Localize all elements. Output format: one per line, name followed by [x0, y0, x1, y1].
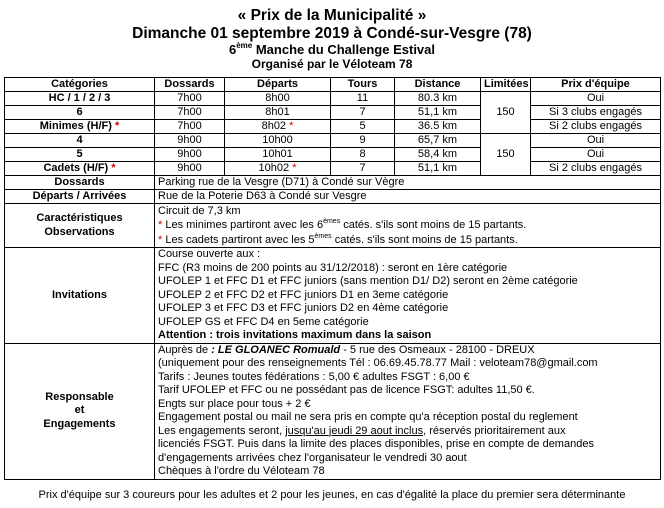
header-limitees: Limitées	[481, 78, 531, 92]
dossard-time: 9h00	[155, 162, 225, 176]
challenge-line: 6ème Manche du Challenge Estival	[228, 41, 436, 57]
table-row	[5, 248, 661, 344]
distance-value: 65,7 km	[395, 134, 481, 148]
dossards-label: Dossards	[5, 176, 155, 190]
table-row	[5, 176, 661, 190]
circuit-text: Circuit de 7,3 km	[158, 205, 241, 217]
tours-count: 7	[331, 106, 395, 120]
race-date: Dimanche 01 septembre 2019 à Condé-sur-Vesgre (78)	[132, 25, 532, 42]
prix-equipe-value: Si 2 clubs engagés	[531, 120, 661, 134]
limit-value: 150	[481, 92, 531, 134]
contact-line: Auprès de : LE GLOANEC Romuald - 5 rue des Osmeaux - 28100 - DREUX	[158, 343, 535, 356]
tours-count: 7	[331, 162, 395, 176]
dossard-time: 9h00	[155, 148, 225, 162]
table-row	[5, 190, 661, 204]
table-row	[5, 92, 661, 106]
table-header-row	[5, 78, 661, 92]
depart-time: 8h02 *	[225, 120, 331, 134]
dossard-time: 9h00	[155, 134, 225, 148]
tours-count: 11	[331, 92, 395, 106]
header-categories: Catégories	[5, 78, 155, 92]
header-prix-equipe: Prix d'équipe	[531, 78, 661, 92]
category-cell: Cadets (H/F) *	[5, 162, 155, 176]
table-row	[5, 106, 661, 120]
caracteristiques-label: Caractéristiques Observations	[5, 204, 155, 248]
table-row	[5, 343, 661, 479]
caracteristiques-content	[155, 204, 661, 248]
distance-value: 36.5 km	[395, 120, 481, 134]
depart-time: 8h00	[225, 92, 331, 106]
departs-label: Départs / Arrivées	[5, 190, 155, 204]
race-table	[4, 77, 661, 480]
dossard-time: 7h00	[155, 106, 225, 120]
tours-count: 9	[331, 134, 395, 148]
prix-equipe-value: Oui	[531, 134, 661, 148]
invitations-content: Course ouverte aux : FFC (R3 moins de 200 points au 31/12/2018) : seront en 1ère catégorie UFOLEP 1 et FFC D1 et FFC juniors (sans mention D1/ D2) seront en 2ème catégorie UFOLEP 2 et FFC D2 et FFC juniors D1 en 3eme catégorie UFOLEP 3 et FFC D3 et FFC juniors D2 en 4ème catégorie UFOLEP GS et FFC D4 en 5eme catégorie Attention : trois invitations maximum dans la saison	[155, 248, 661, 344]
category-cell: 5	[5, 148, 155, 162]
prix-equipe-value: Oui	[531, 92, 661, 106]
header-departs: Départs	[225, 78, 331, 92]
prix-equipe-value: Oui	[531, 148, 661, 162]
responsable-label: Responsable et Engagements	[5, 343, 155, 479]
cadets-note: * Les cadets partiront avec les 5èmes catés. s'ils sont moins de 15 partants.	[158, 232, 518, 246]
depart-time: 8h01	[225, 106, 331, 120]
distance-value: 80.3 km	[395, 92, 481, 106]
departs-location: Rue de la Poterie D63 à Condé sur Vesgre	[155, 190, 661, 204]
distance-value: 51,1 km	[395, 162, 481, 176]
limit-value: 150	[481, 134, 531, 176]
category-cell: Minimes (H/F) *	[5, 120, 155, 134]
header-distance: Distance	[395, 78, 481, 92]
attention-note: Attention : trois invitations maximum dans la saison	[158, 329, 432, 342]
table-row	[5, 148, 661, 162]
minimes-note: * Les minimes partiront avec les 6èmes catés. s'ils sont moins de 15 partants.	[158, 218, 527, 232]
deadline-line: Les engagements seront, jusqu'au jeudi 29 aout inclus, réservés prioritairement aux	[158, 424, 566, 437]
race-title: « Prix de la Municipalité »	[237, 7, 427, 24]
header-dossards: Dossards	[155, 78, 225, 92]
category-cell: 6	[5, 106, 155, 120]
dossard-time: 7h00	[155, 92, 225, 106]
category-cell: 4	[5, 134, 155, 148]
tours-count: 5	[331, 120, 395, 134]
category-cell: HC / 1 / 2 / 3	[5, 92, 155, 106]
table-row	[5, 134, 661, 148]
distance-value: 58,4 km	[395, 148, 481, 162]
distance-value: 51,1 km	[395, 106, 481, 120]
prix-equipe-value: Si 2 clubs engagés	[531, 162, 661, 176]
responsable-content: Auprès de : LE GLOANEC Romuald - 5 rue des Osmeaux - 28100 - DREUX (uniquement pour des renseignements Tél : 06.69.45.78.77 Mail : veloteam78@gmail.com Tarifs : Jeunes toutes fédérations : 5,00 € adultes FSGT : 6,00 € Tarif UFOLEP et FFC ou ne possédant pas de licence FSGT: adultes 11,50 €. Engts sur place pour tous + 2 € Engagement postal ou mail ne sera pris en compte qu'a réception postal du reglement Les engagements seront, jusqu'au jeudi 29 aout inclus, réservés prioritairement aux licenciés FSGT. Puis dans la limite des places disponibles, prise en compte de demandes d'engagements arrivées chez l'organisateur le vendredi 30 aout Chèques à l'ordre du Véloteam 78	[155, 343, 661, 479]
organizer-line: Organisé par le Véloteam 78	[251, 57, 413, 71]
tours-count: 8	[331, 148, 395, 162]
document-header	[0, 0, 664, 72]
dossard-time: 7h00	[155, 120, 225, 134]
prix-equipe-value: Si 3 clubs engagés	[531, 106, 661, 120]
table-row	[5, 120, 661, 134]
table-row	[5, 162, 661, 176]
depart-time: 10h00	[225, 134, 331, 148]
dossards-location: Parking rue de la Vesgre (D71) à Condé sur Vègre	[155, 176, 661, 190]
header-tours: Tours	[331, 78, 395, 92]
invitations-label: Invitations	[5, 248, 155, 344]
table-row	[5, 204, 661, 248]
depart-time: 10h01	[225, 148, 331, 162]
team-prize-note: Prix d'équipe sur 3 coureurs pour les adultes et 2 pour les jeunes, en cas d'égalité la place du premier sera déterminante	[38, 489, 626, 501]
depart-time: 10h02 *	[225, 162, 331, 176]
